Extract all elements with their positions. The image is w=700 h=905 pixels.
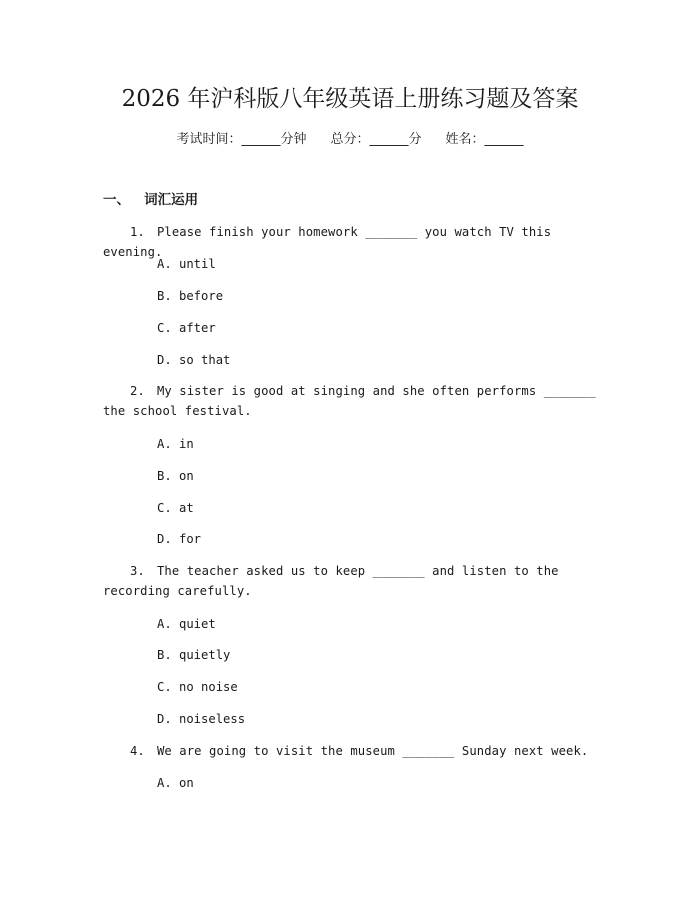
question-number: 3.	[130, 564, 145, 578]
question-2	[103, 381, 600, 421]
question-3-option-c: C. no noise	[157, 680, 238, 694]
exam-info-line	[0, 130, 700, 150]
total-score-field: 总分：______分	[330, 132, 422, 147]
section-number: 一、	[103, 192, 130, 208]
question-2-option-b: B. on	[157, 469, 194, 483]
question-text: The teacher asked us to keep _______ and listen to the recording carefully.	[103, 564, 559, 598]
question-text: Please finish your homework _______ you watch TV this evening.	[103, 225, 552, 259]
question-number: 2.	[130, 384, 145, 398]
question-1-option-d: D. so that	[157, 353, 231, 367]
question-3-option-a: A. quiet	[157, 617, 216, 631]
question-number: 1.	[130, 225, 145, 239]
question-1-option-b: B. before	[157, 289, 224, 303]
exam-time-field: 考试时间：______分钟	[176, 132, 307, 147]
question-4-option-a: A. on	[157, 776, 194, 790]
question-2-option-a: A. in	[157, 437, 194, 451]
question-number: 4.	[130, 744, 145, 758]
question-text: My sister is good at singing and she often performs _______ the school festival.	[103, 384, 596, 418]
question-1-option-a: A. until	[157, 257, 216, 271]
question-2-option-c: C. at	[157, 501, 194, 515]
page-title: 2026 年沪科版八年级英语上册练习题及答案	[121, 86, 579, 112]
section-title: 词汇运用	[144, 192, 199, 208]
question-1-option-c: C. after	[157, 321, 216, 335]
question-4	[103, 741, 600, 761]
question-3-option-b: B. quietly	[157, 648, 231, 662]
question-text: We are going to visit the museum _______ Sunday next week.	[157, 744, 589, 758]
question-3-option-d: D. noiseless	[157, 712, 246, 726]
student-name-field: 姓名：______	[445, 132, 524, 147]
question-3	[103, 561, 600, 601]
question-2-option-d: D. for	[157, 532, 202, 546]
section-heading	[103, 190, 198, 210]
